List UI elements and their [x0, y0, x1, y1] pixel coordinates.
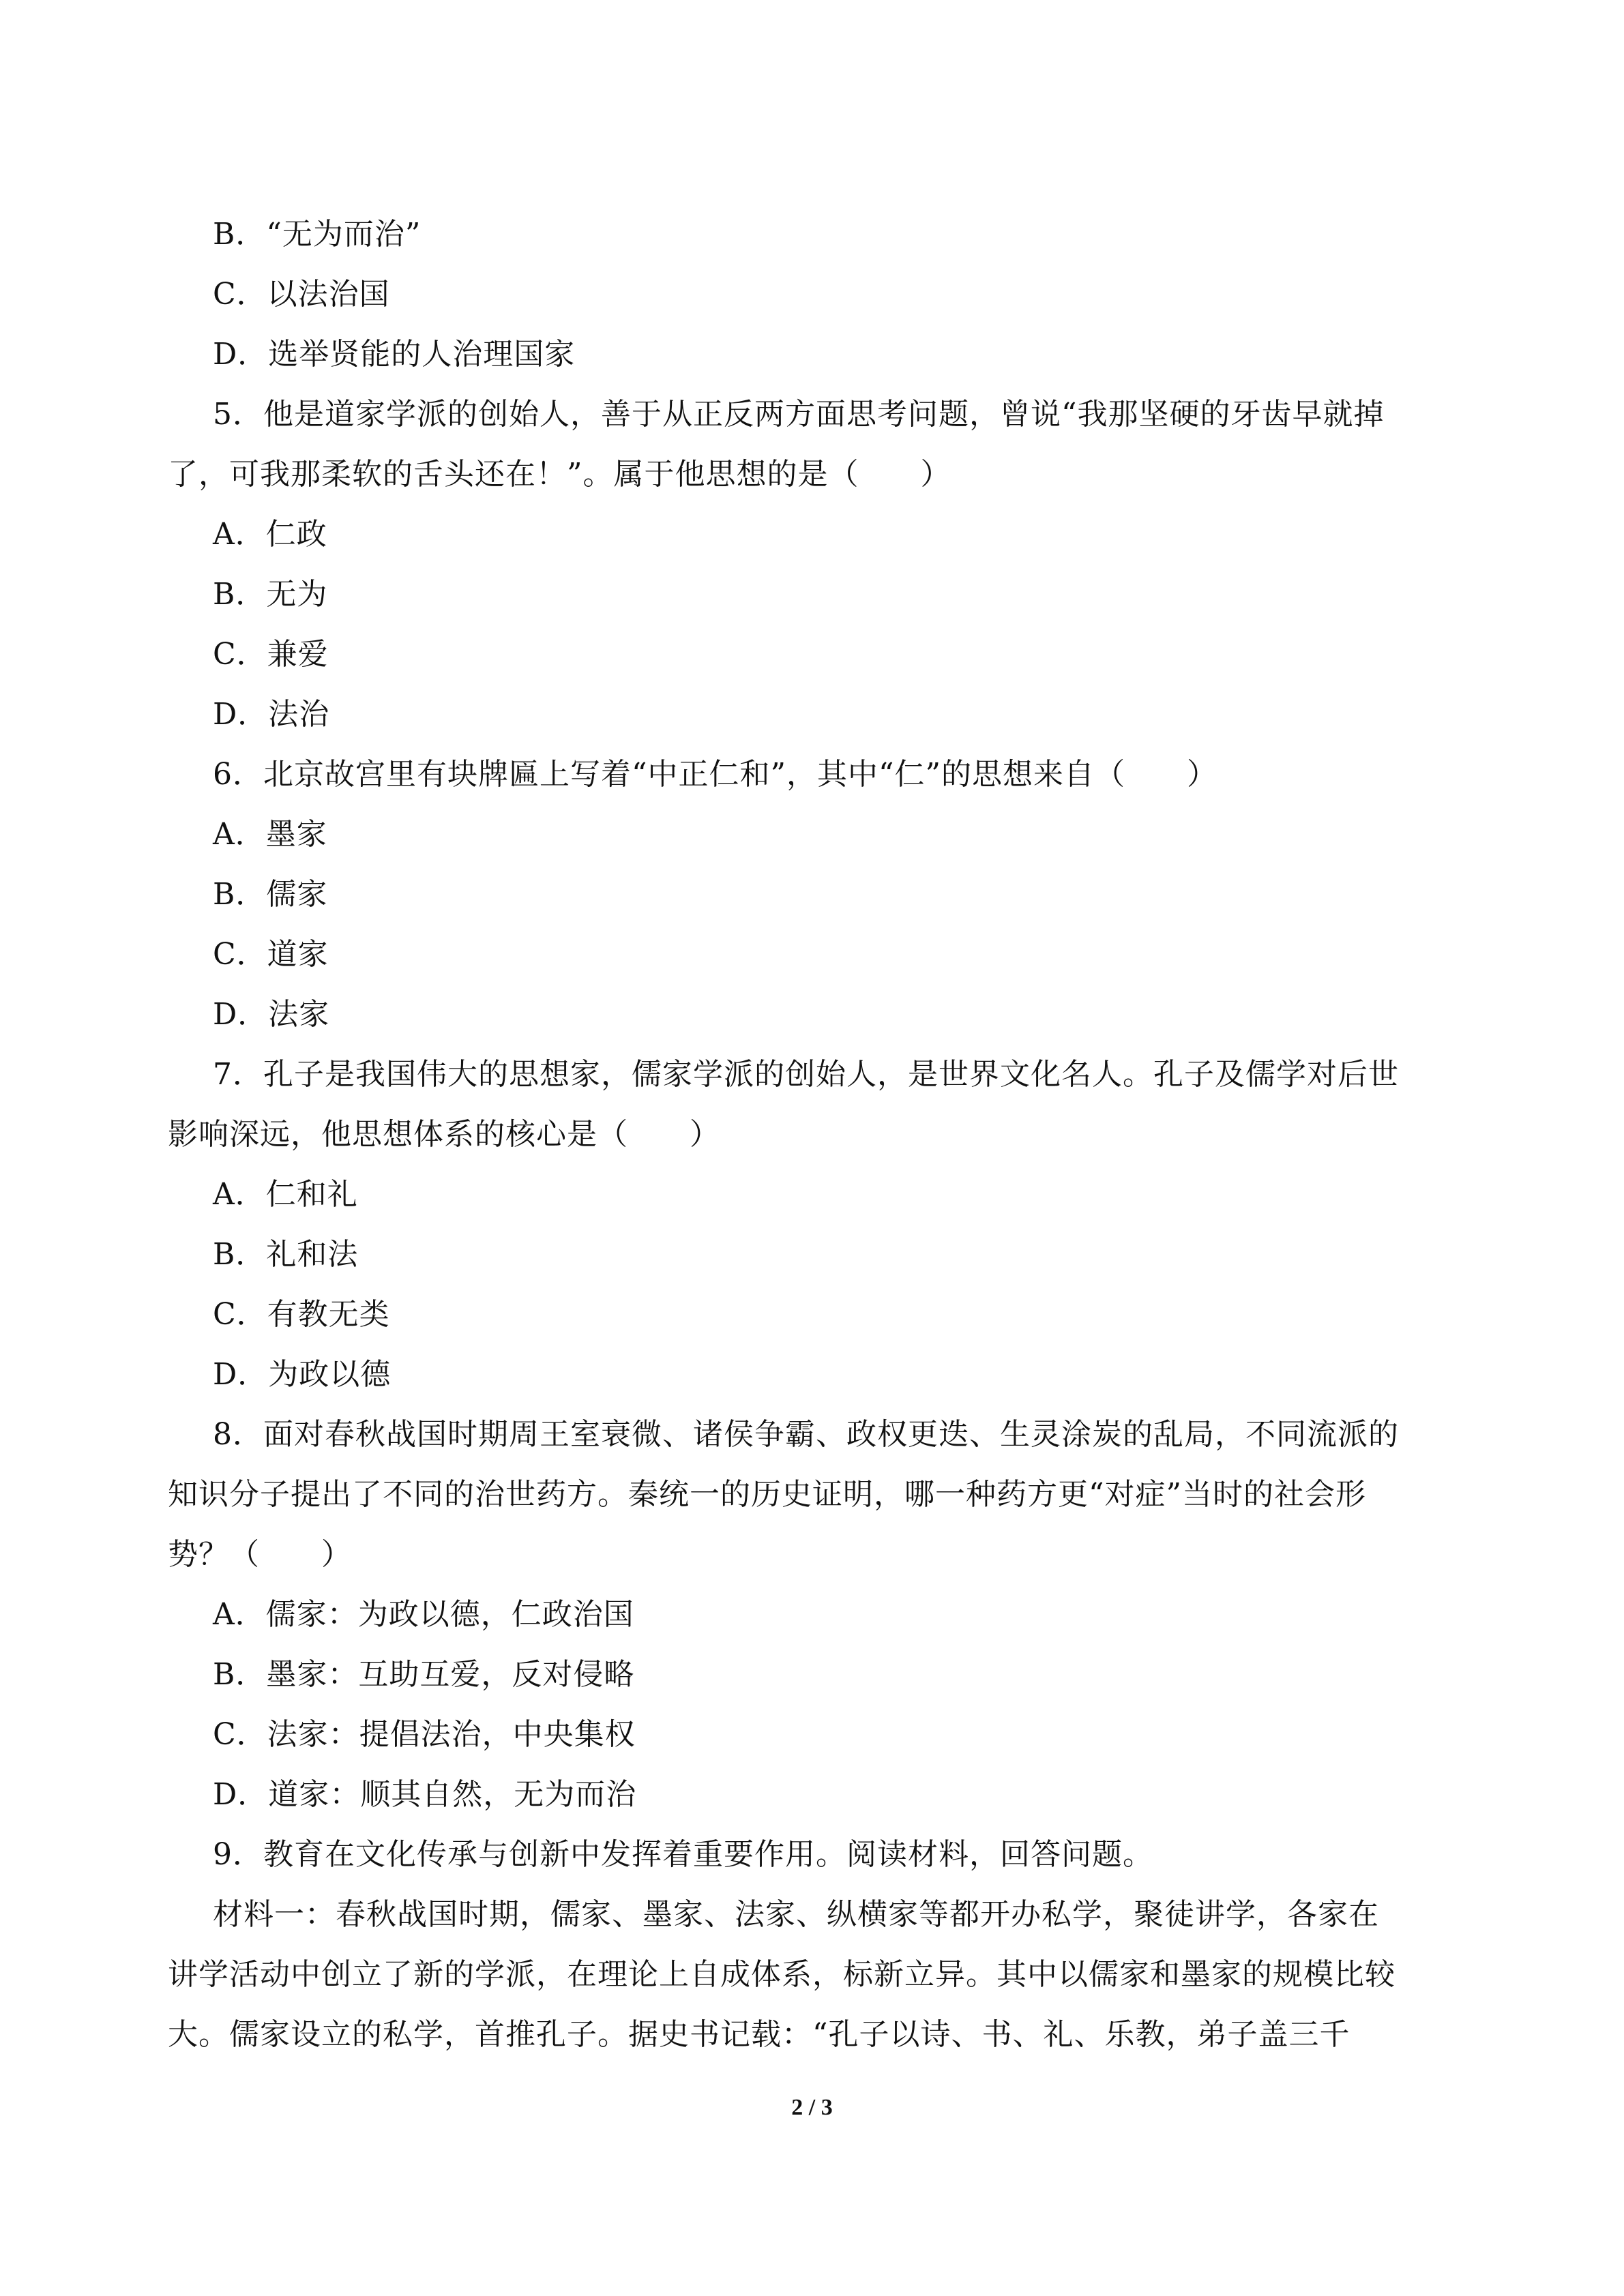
q5-option-b: B．无为	[213, 577, 328, 612]
q6-option-d: D．法家	[213, 997, 330, 1032]
question-7	[168, 1045, 1484, 1405]
q7-option-a: A．仁和礼	[213, 1177, 358, 1212]
page-content	[168, 205, 1484, 2065]
q4-option-d: D．选举贤能的人治理国家	[213, 337, 576, 372]
question-9	[168, 1825, 1484, 2065]
q7-stem-line-1: 7．孔子是我国伟大的思想家，儒家学派的创始人，是世界文化名人。孔子及儒学对后世	[213, 1057, 1399, 1092]
q8-stem-line-3: 势？（ ）	[168, 1537, 352, 1572]
q5-option-d: D．法治	[213, 697, 330, 732]
q6-option-c: C．道家	[213, 937, 329, 972]
q5-stem-line-1: 5．他是道家学派的创始人，善于从正反两方面思考问题，曾说“我那坚硬的牙齿早就掉	[213, 397, 1385, 432]
q8-option-a: A．儒家：为政以德，仁政治国	[213, 1597, 634, 1632]
q5-option-c: C．兼爱	[213, 637, 329, 672]
page-number: 2 / 3	[791, 2095, 833, 2120]
q7-option-c: C．有教无类	[213, 1297, 390, 1332]
question-8	[168, 1405, 1484, 1825]
q8-option-c: C．法家：提倡法治，中央集权	[213, 1717, 636, 1752]
question-4-options	[168, 205, 1484, 385]
q7-stem-line-2: 影响深远，他思想体系的核心是（ ）	[168, 1117, 720, 1152]
q4-option-b: B．“无为而治”	[213, 217, 422, 252]
question-6	[168, 745, 1484, 1045]
q6-option-b: B．儒家	[213, 877, 328, 912]
question-5	[168, 385, 1484, 745]
q8-stem-line-1: 8．面对春秋战国时期周王室衰微、诸侯争霸、政权更迭、生灵涂炭的乱局，不同流派的	[213, 1417, 1399, 1452]
q5-stem-line-2: 了，可我那柔软的舌头还在！”。属于他思想的是（ ）	[168, 457, 951, 492]
q5-option-a: A．仁政	[213, 517, 327, 552]
q9-material-line-1: 材料一：春秋战国时期，儒家、墨家、法家、纵横家等都开办私学，聚徒讲学，各家在	[213, 1897, 1379, 1932]
q9-material-line-2: 讲学活动中创立了新的学派，在理论上自成体系，标新立异。其中以儒家和墨家的规模比较	[168, 1957, 1396, 1992]
q4-option-c: C．以法治国	[213, 277, 390, 312]
q6-stem-line-1: 6．北京故宫里有块牌匾上写着“中正仁和”，其中“仁”的思想来自（ ）	[213, 757, 1217, 792]
q9-material-line-3: 大。儒家设立的私学，首推孔子。据史书记载：“孔子以诗、书、礼、乐教，弟子盖三千	[168, 2017, 1350, 2052]
q9-stem-line-1: 9．教育在文化传承与创新中发挥着重要作用。阅读材料，回答问题。	[213, 1837, 1153, 1872]
q8-option-b: B．墨家：互助互爱，反对侵略	[213, 1657, 635, 1692]
q6-option-a: A．墨家	[213, 817, 327, 852]
q7-option-d: D．为政以德	[213, 1357, 392, 1392]
q7-option-b: B．礼和法	[213, 1237, 359, 1272]
q8-stem-line-2: 知识分子提出了不同的治世药方。秦统一的历史证明，哪一种药方更“对症”当时的社会形	[168, 1477, 1366, 1512]
q8-option-d: D．道家：顺其自然，无为而治	[213, 1777, 637, 1812]
